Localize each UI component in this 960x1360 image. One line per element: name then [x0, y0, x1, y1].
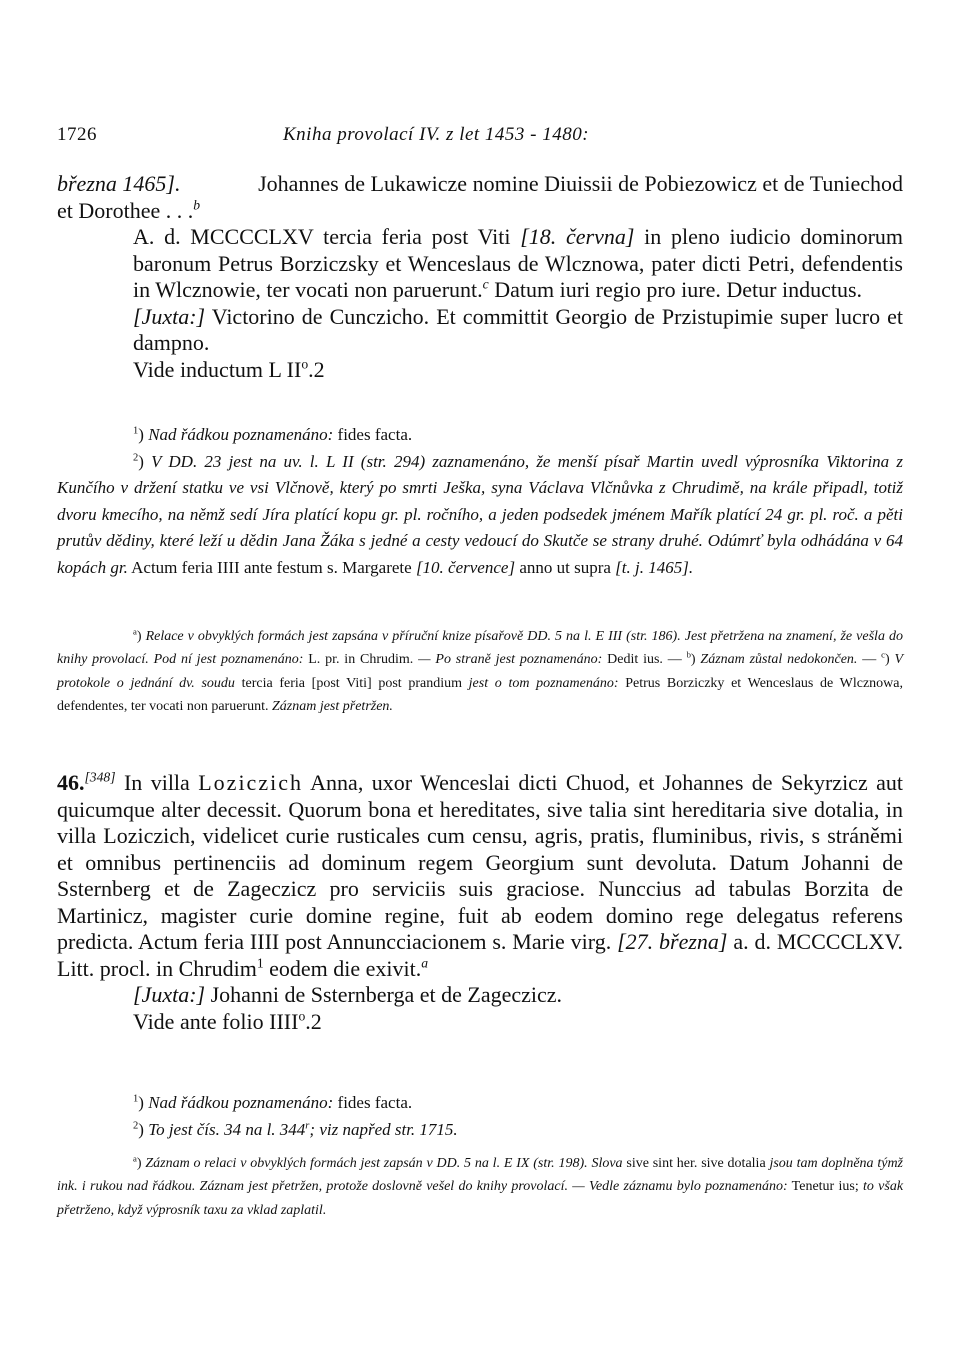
entry-ref: [348]	[84, 769, 116, 785]
footnote-1: $^1$) Nad řádkou poznamenáno: fides facta.	[133, 425, 413, 444]
date-bracket: března 1465].	[57, 171, 181, 196]
juxta-line-46: [Juxta:] Johanni de Ssternberga et de Zageczicz.	[133, 982, 563, 1007]
footnote-46-2: $^2$) To jest čís. 34 na l. 344$^r$; viz napřed str. 1715.	[133, 1119, 458, 1139]
footnote-mark-b: b	[193, 197, 201, 213]
critical-notes-46	[57, 1152, 903, 1222]
juxta-line: [Juxta:] Victorino de Cunczicho. Et committit Georgio de Przistupimie super lucro et dampno.	[133, 303, 903, 355]
entry-number: 46.	[57, 770, 85, 795]
footnote-46-1: $^1$) Nad řádkou poznamenáno: fides facta.	[133, 1093, 413, 1112]
entry-46-text: 46.[348] In villa Loziczich Anna, uxor Wenceslai dicti Chuod, et Johannes de Sekyrzicz aut quicumque alter decessit. Quorum bona et hereditates, sive talia sint hereditaria sive dotalia, in villa Loziczich, videlicet curie rusticales cum censu, agris, pratis, fluminibus, rivis, s stráněmi et omnibus pertinenciis ad dominum regem Georgium sunt devoluta. Datum Johanni de Ssternberg et de Zageczicz pro serviciis suis graciose. Nunccius ad tabulas Borzita de Martinicz, magister curie domine regine, fuit ab eodem domino rege delegatus referens predicta. Actum feria IIII post Annuncciacionem s. Marie virg. [27. března] a. d. MCCCCLXV. Litt. procl. in Chrudim$^1$ eodem die exivit.$^a$	[57, 769, 904, 981]
critical-note-46: $^a$) Záznam o relaci v obvyklých formách jest zapsán v DD. 5 na l. E IX (str. 198). Slova sive sint her. sive dotalia jsou tam doplněna týmž ink. i rukou nad řádkou. Záznam jest přetržen, protože doslovně vešel do knihy provolací. — Vedle záznamu bylo poznamenáno: Tenetur ius; to však přetrženo, když výprosník taxu za vklad zaplatil.	[57, 1153, 904, 1218]
page-number: 1726	[57, 124, 97, 145]
vide-line-46: Vide ante folio IIII$^o$.2	[133, 1008, 322, 1034]
critical-note: $^a$) Relace v obvyklých formách jest zapsána v příruční knize písařově DD. 5 na l. E III (str. 186). Jest přetržena na znamení, že vešla do knihy provolací. Pod ní jest poznamenáno: L. pr. in Chrudim. — Po straně jest poznamenáno: Dedit ius. — $^b$) Záznam zůstal nedokončen. — $^c$) V protokole o jednání dv. soudu tercia feria [post Viti] post prandium jest o tom poznamenáno: Petrus Borziczky et Wenceslaus de Wlcznowa, defendentes, ter vocati non paruerunt. Záznam jest přetržen.	[57, 626, 904, 714]
entry-lead-text: Johannes de Lukawicze nomine Diuissii de Pobiezowicz et de Tuniechod et Dorothee . . .	[57, 171, 904, 223]
footnotes-top	[57, 422, 903, 582]
juxta-label: [Juxta:]	[133, 303, 206, 329]
entry-continuation	[57, 171, 903, 383]
footnotes-46	[57, 1090, 903, 1143]
entry-paragraph-a: A. d. MCCCCLXV tercia feria post Viti [18. června] in pleno iudicio dominorum baronum Petrus Borziczsky et Wenceslaus de Wlcznowa, pater dicti Petri, defendentis in Wlcznowie, ter vocati non paruerunt.$^c$ Datum iuri regio pro iure. Detur inductus.	[133, 224, 904, 302]
entry-lead	[57, 171, 903, 224]
critical-notes-top	[57, 625, 903, 718]
vide-line: Vide inductum L $II^o.2$	[133, 356, 325, 382]
entry-46	[57, 770, 903, 1035]
running-title: Kniha provolací IV. z let 1453 - 1480:	[283, 124, 590, 145]
footnote-2: $^2$) V DD. 23 jest na uv. l. L II (str. 294) zaznamenáno, že menší písař Martin uvedl výprosníka Viktorina z Kunčího v držení statku ve vsi Vlčnově, který po smrti Ješka, syna Václava Vlčnůvka z Chrudimě, na krále připadl, totiž dvoru kmecího, na němž sedí Jíra platící kopu gr. pl. ročního, a jeden podsedek jménem Mařík platící 24 gr. pl. roč. a pěti prutův dědiny, které leží u dědin Jana Žáka s jedné a cesty vedoucí do Skutče se strany druhé. Odúmrť byla odhádána v 64 kopách gr. Actum feria IIII ante festum s. Margarete [10. července] anno ut supra [t. j. 1465].	[57, 451, 903, 577]
